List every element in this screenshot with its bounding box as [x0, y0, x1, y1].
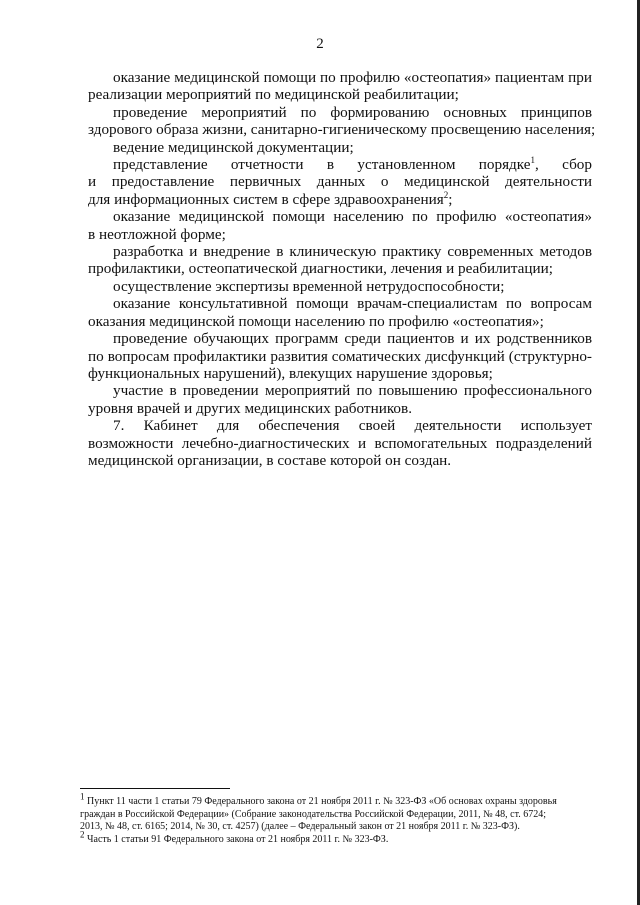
- footnote-mark: 1: [80, 791, 85, 802]
- footnote-separator: [80, 788, 230, 789]
- text-line: медицинской организации, в составе которой он создан.: [88, 451, 452, 469]
- text-fragment: для информационных систем в сфере здравоохранения: [88, 190, 444, 208]
- text-line: участие в проведении мероприятий по повышению профессионального: [113, 382, 592, 400]
- text-line: и предоставление первичных данных о медицинской деятельности: [88, 173, 592, 191]
- footnote-mark: 2: [80, 829, 85, 840]
- text-line: профилактики, остеопатической диагностики, лечения и реабилитации;: [88, 260, 553, 278]
- footnote-text: Часть 1 статьи 91 Федерального закона от 21 ноября 2011 г. № 323-ФЗ.: [87, 833, 389, 845]
- text-line: осуществление экспертизы временной нетрудоспособности;: [113, 277, 505, 295]
- footnote-ref: 1: [530, 154, 536, 165]
- text-line: по вопросам профилактики развития соматических дисфункций (структурно-: [88, 347, 592, 365]
- page-number: 2: [316, 36, 324, 52]
- text-line: ведение медицинской документации;: [113, 138, 354, 156]
- text-line: оказание консультативной помощи врачам-специалистам по вопросам: [113, 295, 592, 313]
- footnote-text: граждан в Российской Федерации» (Собрание законодательства Российской Федерации, 2011, № 48, ст. 6724;: [80, 808, 547, 820]
- text-line: в неотложной форме;: [88, 225, 226, 243]
- footnote-1: [80, 791, 595, 809]
- text-line: [88, 156, 592, 173]
- text-line: реализации мероприятий по медицинской реабилитации;: [88, 86, 459, 104]
- text-fragment: ;: [448, 190, 453, 208]
- text-line: уровня врачей и других медицинских работников.: [88, 399, 412, 417]
- text-line: оказание медицинской помощи населению по профилю «остеопатия»: [113, 208, 592, 226]
- text-line: разработка и внедрение в клиническую практику современных методов: [113, 243, 592, 261]
- text-line: проведение обучающих программ среди пациентов и их родственников: [113, 330, 592, 348]
- text-line: оказания медицинской помощи населению по профилю «остеопатия»;: [88, 312, 544, 330]
- text-line: здорового образа жизни, санитарно-гигиеническому просвещению населения;: [88, 121, 596, 139]
- text-line: функциональных нарушений), влекущих нарушение здоровья;: [88, 364, 493, 382]
- footnote-ref: 2: [443, 189, 449, 200]
- footnote-text: 2013, № 48, ст. 6165; 2014, № 30, ст. 4257) (далее – Федеральный закон от 21 ноября 2011 г. № 323-ФЗ).: [80, 821, 520, 833]
- text-fragment: представление отчетности в установленном порядке: [113, 156, 531, 174]
- footnotes: [80, 791, 595, 846]
- document-body: [88, 69, 596, 469]
- text-line: оказание медицинской помощи по профилю «остеопатия» пациентам при: [113, 69, 592, 86]
- text-line: [88, 191, 592, 208]
- text-line: проведение мероприятий по формированию основных принципов: [113, 103, 592, 121]
- text-fragment: , сбор: [535, 156, 592, 174]
- footnote-2: [80, 829, 595, 847]
- text-line: возможности лечебно-диагностических и вспомогательных подразделений: [88, 434, 592, 452]
- footnote-text: Пункт 11 части 1 статьи 79 Федерального закона от 21 ноября 2011 г. № 323-ФЗ «Об основах охраны здоровья: [87, 796, 557, 807]
- text-line: 7. Кабинет для обеспечения своей деятельности использует: [113, 417, 592, 435]
